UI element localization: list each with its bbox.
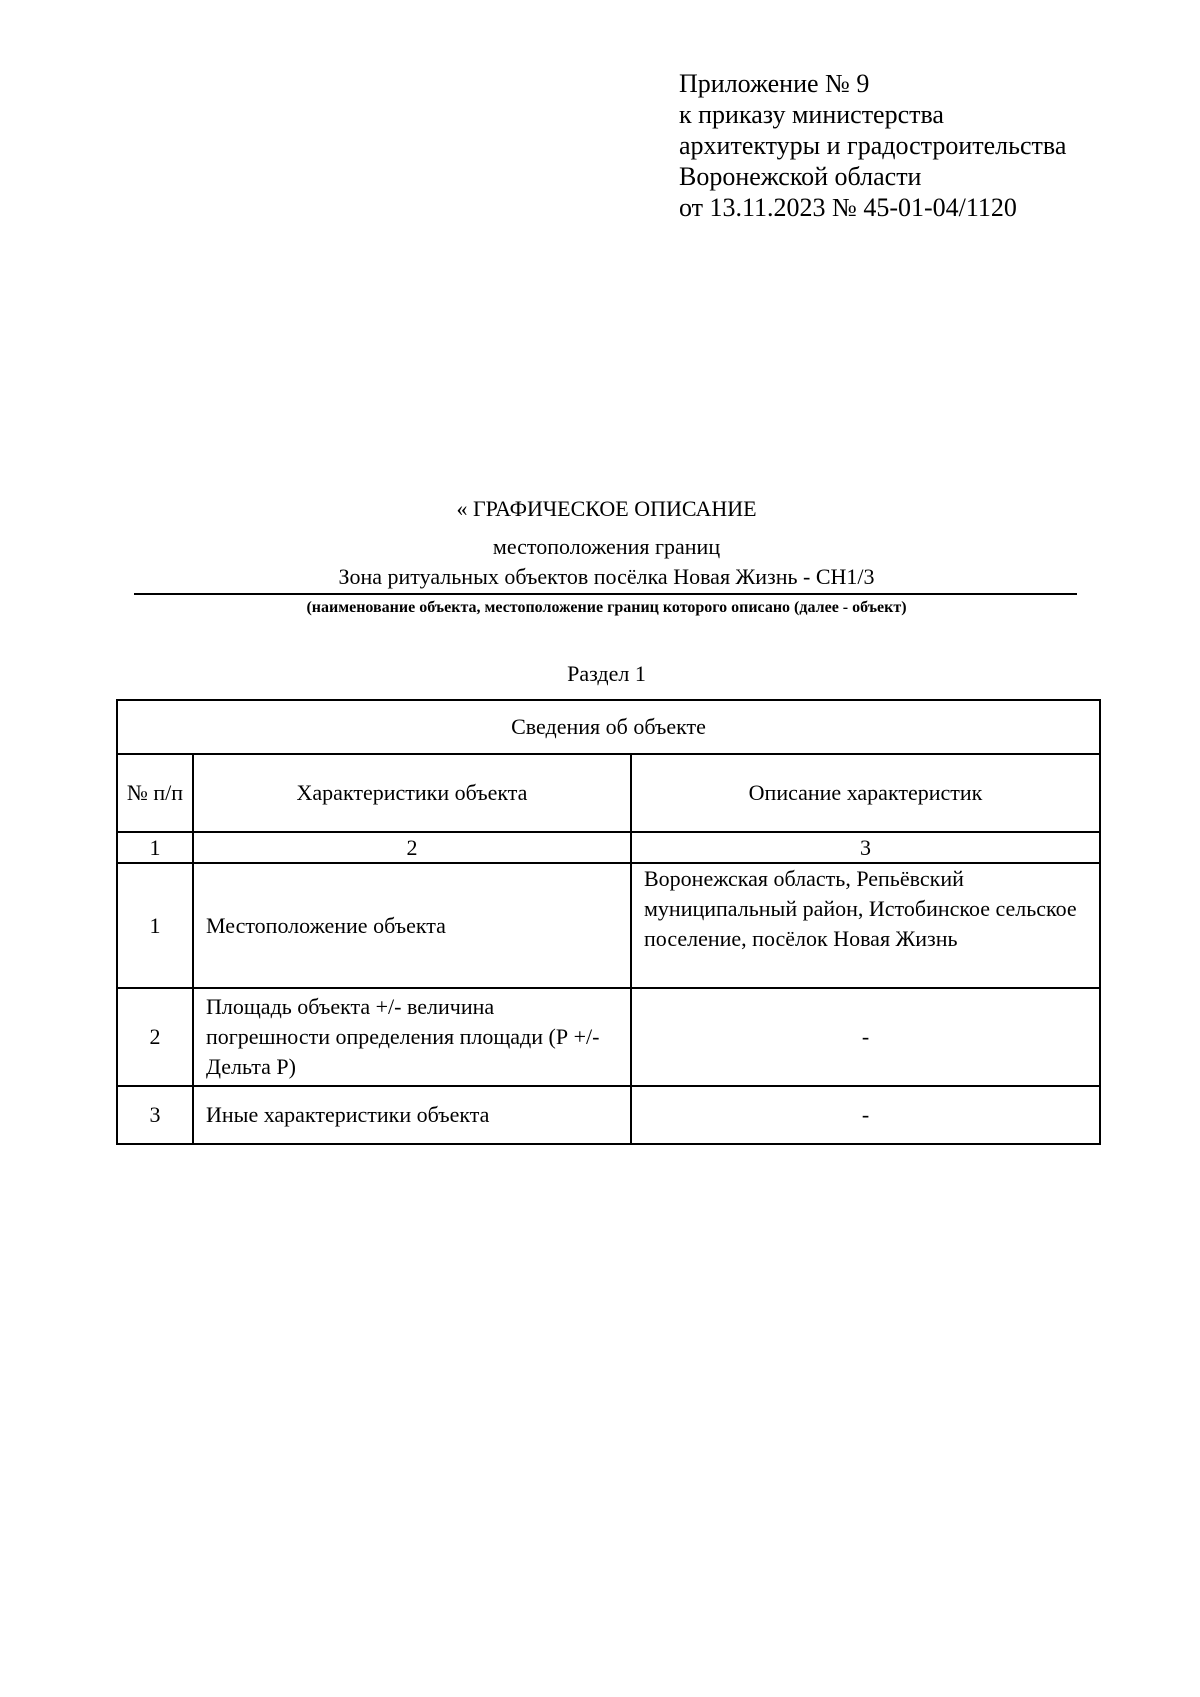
row-number: 1 bbox=[117, 863, 193, 988]
document-subtitle: местоположения границ bbox=[492, 534, 721, 559]
appendix-line: Воронежской области bbox=[679, 162, 922, 191]
object-name-underline bbox=[134, 593, 1077, 595]
row-characteristic: Иные характеристики объекта bbox=[193, 1086, 631, 1144]
row-characteristic: Площадь объекта +/- величина погрешности определения площади (Р +/- Дельта Р) bbox=[193, 988, 631, 1086]
appendix-line: Приложение № 9 bbox=[679, 69, 870, 98]
appendix-line: к приказу министерства bbox=[679, 100, 944, 129]
table-column-numbers-row bbox=[117, 832, 1100, 863]
table-caption: Сведения об объекте bbox=[117, 700, 1100, 754]
section-label: Раздел 1 bbox=[567, 661, 646, 686]
table-header-row bbox=[117, 754, 1100, 832]
table-row bbox=[117, 1086, 1100, 1144]
row-characteristic: Местоположение объекта bbox=[193, 863, 631, 988]
row-description: - bbox=[631, 1086, 1100, 1144]
column-header-description: Описание характеристик bbox=[631, 754, 1100, 832]
row-number: 3 bbox=[117, 1086, 193, 1144]
object-info-table bbox=[116, 699, 1101, 1145]
row-number: 2 bbox=[117, 988, 193, 1086]
object-name: Зона ритуальных объектов посёлка Новая Жизнь - СН1/3 bbox=[338, 564, 875, 589]
appendix-line: архитектуры и градостроительства bbox=[679, 131, 1067, 160]
row-description: - bbox=[631, 988, 1100, 1086]
appendix-block bbox=[679, 68, 1066, 223]
document-title: « ГРАФИЧЕСКОЕ ОПИСАНИЕ bbox=[456, 496, 757, 521]
object-name-caption: (наименование объекта, местоположение границ которого описано (далее - объект) bbox=[306, 599, 907, 616]
appendix-line: от 13.11.2023 № 45-01-04/1120 bbox=[679, 193, 1017, 222]
column-number: 1 bbox=[117, 832, 193, 863]
table-caption-row bbox=[117, 700, 1100, 754]
table-row bbox=[117, 988, 1100, 1086]
column-header-characteristic: Характеристики объекта bbox=[193, 754, 631, 832]
column-header-number: № п/п bbox=[117, 754, 193, 832]
column-number: 3 bbox=[631, 832, 1100, 863]
column-number: 2 bbox=[193, 832, 631, 863]
row-description: Воронежская область, Репьёвский муниципальный район, Истобинское сельское поселение, посёлок Новая Жизнь bbox=[631, 863, 1100, 988]
table-row bbox=[117, 863, 1100, 988]
